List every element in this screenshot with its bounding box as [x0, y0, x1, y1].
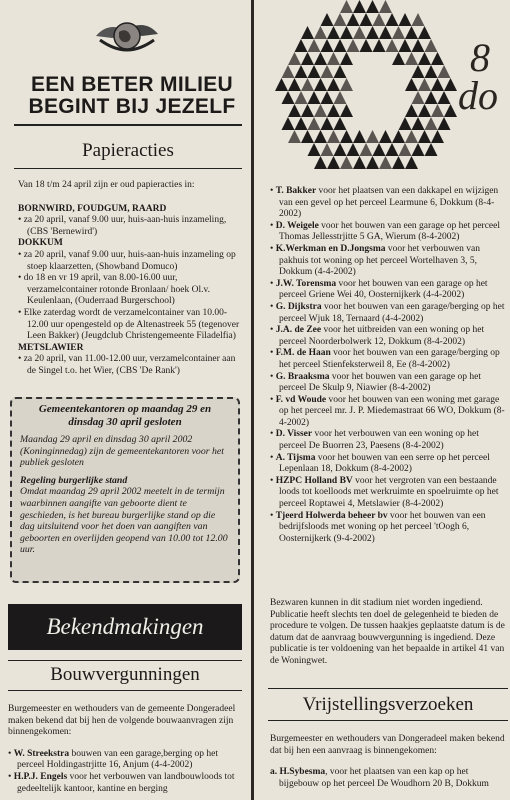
pattern-triangle	[321, 65, 334, 78]
header-graphic	[262, 0, 508, 178]
vrijstellingen-body	[270, 734, 508, 790]
pattern-triangle	[360, 39, 373, 52]
pattern-triangle	[340, 78, 353, 91]
pattern-triangle	[314, 156, 327, 169]
pattern-triangle	[399, 143, 412, 156]
pattern-triangle	[308, 117, 321, 130]
pattern-triangle	[308, 143, 321, 156]
pattern-triangle	[334, 117, 347, 130]
pattern-triangle	[288, 52, 301, 65]
pattern-triangle	[386, 143, 399, 156]
pattern-triangle	[308, 65, 321, 78]
pattern-triangle	[334, 13, 347, 26]
left-column	[0, 0, 250, 800]
pattern-triangle	[340, 156, 353, 169]
pattern-triangle	[327, 78, 340, 91]
pattern-triangle	[379, 26, 392, 39]
pattern-triangle	[334, 143, 347, 156]
papieracties-body	[18, 180, 244, 378]
bezwaren-text: Bezwaren kunnen in dit stadium niet worden ingediend. Publicatie heeft slechts ten doel de gelegenheid te bieden de procedure te volgen. De tussen haakjes geplaatste datum is de datum dat de aanvraag bouwvergunning is ingediend. Deze publicatie is ter voldoening van het bepaalde in artikel 41 van de Woningwet.	[270, 598, 505, 666]
pattern-triangle	[295, 39, 308, 52]
pattern-triangle	[405, 78, 418, 91]
divider	[14, 124, 242, 126]
pattern-triangle	[392, 156, 405, 169]
notice-title: Gemeentekantoren op maandag 29 en dinsdag 30 april gesloten	[38, 403, 212, 428]
pattern-triangle	[425, 117, 438, 130]
pattern-triangle	[405, 130, 418, 143]
pattern-triangle	[444, 78, 457, 91]
pattern-triangle	[399, 39, 412, 52]
pattern-triangle	[438, 91, 451, 104]
papier-item: • do 18 en vr 19 april, van 8.00-16.00 uur, verzamelcontainer rotonde Bronlaan/ hoek Ol.v. Keulenlaan, (Ouderraad Burgerschool)	[18, 273, 210, 307]
pattern-triangle	[314, 26, 327, 39]
pattern-triangle	[373, 13, 386, 26]
pattern-triangle	[295, 91, 308, 104]
pattern-triangle	[295, 117, 308, 130]
bouwaanvraag-item: • T. Bakker voor het plaatsen van een dakkapel en wijzigen van een gevel op het perceel Learmune 6, Dokkum (8-4-2002)	[270, 186, 499, 220]
pattern-triangle	[314, 104, 327, 117]
pattern-triangle	[405, 104, 418, 117]
pattern-triangle	[301, 78, 314, 91]
pattern-triangle	[321, 39, 334, 52]
pattern-triangle	[412, 143, 425, 156]
pattern-triangle	[412, 117, 425, 130]
pattern-triangle	[438, 65, 451, 78]
place-dokkum: DOKKUM	[18, 238, 63, 249]
bouwaanvraag-item: • D. Visser voor het verbouwen van een woning op het perceel De Buorren 23, Paesens (8-4-2002)	[270, 429, 479, 452]
pattern-triangle	[366, 156, 379, 169]
notice-body-2: Omdat maandag 29 april 2002 meetelt in de termijn waarbinnen aangifte van geboorte dient te geschieden, is het bureau burgerlijke stand op die dag uitsluitend voor het doen van aangiften van geboorten en overlijden geopend van 10.00 tot 12.00 uur.	[20, 486, 228, 556]
slogan-line-1: EEN BETER MILIEU	[31, 73, 233, 96]
bouwaanvraag-item: • J.A. de Zee voor het uitbreiden van een woning op het perceel Noorderbolwerk 12, Dokkum (8-4-2002)	[270, 325, 485, 347]
divider	[268, 720, 508, 721]
column-divider	[251, 0, 254, 800]
pattern-triangle	[301, 130, 314, 143]
notice-body: Maandag 29 april en dinsdag 30 april 2002 (Koninginnedag) zijn de gemeentekantoren voor het publiek gesloten	[20, 434, 224, 469]
pattern-triangle	[366, 0, 379, 13]
pattern-triangle	[347, 39, 360, 52]
pattern-triangle	[353, 0, 366, 13]
place-metslawier: METSLAWIER	[18, 342, 84, 353]
pattern-triangle	[399, 13, 412, 26]
pattern-triangle	[327, 26, 340, 39]
pattern-triangle	[418, 130, 431, 143]
pattern-triangle	[379, 0, 392, 13]
bouwaanvraag-item: • A. Tijsma voor het bouwen van een serre op het perceel Lepenlaan 18, Dokkum (8-4-2002)	[270, 452, 490, 475]
pattern-triangle	[334, 39, 347, 52]
pattern-triangle	[379, 156, 392, 169]
pattern-triangle	[353, 130, 366, 143]
pattern-triangle	[327, 130, 340, 143]
pattern-triangle	[418, 78, 431, 91]
globe-hands-logo	[92, 6, 162, 58]
pattern-triangle	[282, 117, 295, 130]
pattern-triangle	[425, 91, 438, 104]
pattern-triangle	[288, 78, 301, 91]
pattern-triangle	[327, 156, 340, 169]
pattern-triangle	[308, 39, 321, 52]
pattern-triangle	[412, 91, 425, 104]
pattern-triangle	[366, 26, 379, 39]
divider	[268, 688, 508, 689]
pattern-triangle	[360, 13, 373, 26]
bouwaanvragen-list	[270, 186, 508, 545]
pattern-triangle	[334, 65, 347, 78]
pattern-triangle	[405, 52, 418, 65]
pattern-triangle	[431, 130, 444, 143]
pattern-triangle	[386, 13, 399, 26]
pattern-triangle	[282, 91, 295, 104]
papier-item: • za 20 april, van 11.00-12.00 uur, verzamelcontainer aan de Singel t.o. het Wier, (CBS 'De Rank')	[18, 354, 236, 376]
pattern-triangle	[418, 26, 431, 39]
pattern-triangle	[386, 39, 399, 52]
pattern-triangle	[373, 39, 386, 52]
pattern-triangle	[431, 104, 444, 117]
pattern-triangle	[353, 26, 366, 39]
slogan-line-2: BEGINT BIJ JEZELF	[28, 95, 236, 118]
pattern-triangle	[373, 143, 386, 156]
pattern-triangle	[392, 130, 405, 143]
vrij-item: a. H.Sybesma, voor het plaatsen van een kap op het bijgebouw op het perceel De Woudhorn 20 B, Dokkum	[270, 767, 489, 789]
vrij-intro: Burgemeester en wethouders van Dongeradeel maken bekend dat bij hen een aanvraag is binnengekomen:	[270, 734, 505, 756]
pattern-triangle	[340, 104, 353, 117]
pattern-triangle	[314, 52, 327, 65]
pattern-triangle	[444, 104, 457, 117]
pattern-triangle	[399, 117, 412, 130]
pattern-triangle	[308, 91, 321, 104]
papier-intro: Van 18 t/m 24 april zijn er oud papieracties in:	[18, 180, 195, 190]
pattern-triangle	[327, 52, 340, 65]
pattern-triangle	[425, 39, 438, 52]
header-glyph-1: 8	[470, 35, 490, 80]
pattern-triangle	[418, 104, 431, 117]
pattern-triangle	[288, 104, 301, 117]
pattern-triangle	[301, 104, 314, 117]
pattern-triangle	[379, 130, 392, 143]
pattern-triangle	[431, 52, 444, 65]
bouwaanvraag-item: • J.W. Torensma voor het bouwen van een garage op het perceel Griene Wei 40, Oosternijkerk (4-4-2002)	[270, 278, 488, 301]
pattern-triangle	[431, 78, 444, 91]
pattern-triangle	[412, 13, 425, 26]
vrijstellingsverzoeken-heading: Vrijstellingsverzoeken	[302, 694, 474, 715]
bekendmakingen-banner: Bekendmakingen	[8, 604, 242, 650]
divider	[8, 660, 242, 661]
pattern-triangle	[314, 78, 327, 91]
slogan	[14, 74, 250, 118]
pattern-triangle	[334, 91, 347, 104]
pattern-triangle	[301, 26, 314, 39]
bouwvergunningen-body	[8, 704, 244, 795]
divider	[8, 690, 242, 691]
pattern-triangle	[366, 130, 379, 143]
pattern-triangle	[412, 39, 425, 52]
bouwaanvraag-item: • D. Weigele voor het bouwen van een garage op het perceel Thomas Jellesstrjitte 5 GA, Wierum (8-4-2002)	[270, 220, 501, 243]
bouwaanvraag-item: • F. vd Woude voor het bouwen van een woning met garage op het perceel mr. J. P. Miedemastraat 66 WO, Dokkum (8-4-2002)	[270, 394, 505, 428]
pattern-triangle	[321, 143, 334, 156]
pattern-triangle	[392, 52, 405, 65]
pattern-triangle	[321, 13, 334, 26]
place-bornwird: BORNWIRD, FOUDGUM, RAARD	[18, 203, 167, 214]
papier-item: • za 20 april, vanaf 9.00 uur, huis-aan-huis inzameling op stoep klaarzetten, (Showband Domuco)	[18, 249, 236, 272]
pattern-triangle	[418, 52, 431, 65]
pattern-triangle	[314, 130, 327, 143]
notice-box	[10, 397, 240, 583]
pattern-triangle	[288, 130, 301, 143]
pattern-triangle	[295, 65, 308, 78]
pattern-triangle	[321, 117, 334, 130]
papier-item: • za 20 april, vanaf 9.00 uur, huis-aan-huis inzameling, (CBS 'Bernewird')	[18, 215, 227, 237]
pattern-triangle	[412, 65, 425, 78]
pattern-triangle	[275, 78, 288, 91]
bouwaanvraag-item: • F.M. de Haan voor het bouwen van een garage/berging op het perceel Stienfeksterweil 8, Ee (8-4-2002)	[270, 348, 500, 370]
bouwaanvraag-item: • Tjeerd Holwerda beheer bv voor het bouwen van een bedrijfsloods met woning op het perceel 'tOogh 6, Oosternijkerk (9-4-2002)	[270, 510, 486, 544]
pattern-triangle	[438, 117, 451, 130]
pattern-triangle	[425, 65, 438, 78]
papier-item: • Elke zaterdag wordt de verzamelcontainer van 10.00-12.00 uur opengesteld op de Altenastreek 55 (tegenover Leen Bakker) (Jeugdclub Christengemeente Filadelfia)	[18, 307, 240, 342]
pattern-triangle	[321, 91, 334, 104]
pattern-triangle	[340, 52, 353, 65]
pattern-triangle	[425, 143, 438, 156]
pattern-triangle	[340, 26, 353, 39]
pattern-triangle	[405, 26, 418, 39]
pattern-triangle	[340, 0, 353, 13]
bouwvergunningen-heading: Bouwvergunningen	[50, 664, 200, 685]
pattern-triangle	[301, 52, 314, 65]
bouw-item: • W. Streekstra bouwen van een garage,berging op het perceel Holdingastrjitte 16, Anjum (4-4-2002)	[8, 748, 218, 771]
pattern-triangle	[360, 143, 373, 156]
papieracties-heading: Papieracties	[82, 140, 174, 161]
divider	[14, 168, 242, 169]
bouw-item: • H.P.J. Engels voor het verbouwen van landbouwloods tot gedeeltelijk kantoor, kantine en berging	[8, 771, 235, 794]
bouwaanvraag-item: • HZPC Holland BV voor het vergroten van een bestaande loods tot koelloods met werkruimte en spoelruimte op het perceel Roptawei 4, Metslawier (8-4-2002)	[270, 475, 499, 510]
pattern-triangle	[392, 26, 405, 39]
pattern-triangle	[353, 156, 366, 169]
pattern-triangle	[347, 13, 360, 26]
bouwaanvraag-item: • G. Braaksma voor het bouwen van een garage op het perceel De Skulp 9, Niawier (8-4-2002)	[270, 371, 481, 394]
pattern-triangle	[405, 156, 418, 169]
pattern-triangle	[340, 130, 353, 143]
bouw-intro: Burgemeester en wethouders van de gemeente Dongeradeel maken bekend dat bij hen de volgende bouwaanvragen zijn binnengekomen:	[8, 704, 236, 738]
pattern-triangle	[347, 143, 360, 156]
pattern-triangle	[282, 65, 295, 78]
header-glyph-2: do	[458, 73, 498, 118]
bouwaanvraag-item: • G. Dijkstra voor het bouwen van een garage/berging op het perceel Wjuk 18, Ternaard (4-4-2002)	[270, 301, 505, 324]
bouwaanvraag-item: • K.Werkman en D.Jongsma voor het verbouwen van pakhuis tot woning op het perceel Wortelhaven 3, 5, Dokkum (4-4-2002)	[270, 243, 480, 278]
notice-subtitle: Regeling burgerlijke stand	[20, 474, 128, 486]
pattern-triangle	[327, 104, 340, 117]
